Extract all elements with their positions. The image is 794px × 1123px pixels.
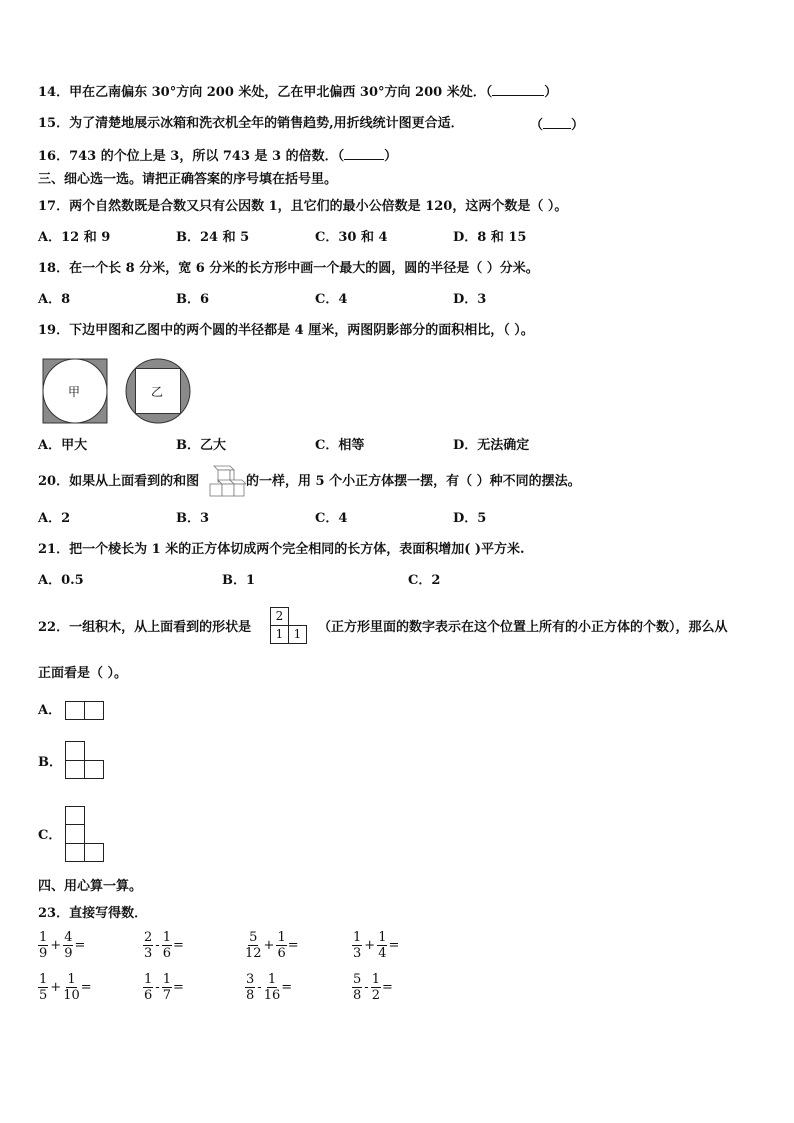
fraction: [143, 930, 153, 961]
numerator: 2: [144, 930, 153, 945]
option-c[interactable]: C．4: [315, 511, 348, 526]
equals-sign[interactable]: =: [172, 980, 184, 995]
fraction: [63, 972, 80, 1003]
denominator: 7: [162, 988, 171, 1003]
fraction-expression: [352, 972, 393, 1003]
fraction: [63, 930, 73, 961]
numerator: 1: [39, 930, 48, 945]
equals-sign[interactable]: =: [388, 938, 400, 953]
option-a[interactable]: A．8: [38, 292, 71, 307]
question-21: 21．把一个棱长为 1 米的正方体切成两个完全相同的长方体，表面积增加( )平方米.: [38, 542, 525, 557]
operator: -: [155, 980, 160, 995]
front-view-cell: [84, 701, 104, 720]
operator: -: [257, 980, 262, 995]
question-22-text-c: 正面看是（ ）。: [38, 666, 128, 681]
numerator: 5: [249, 930, 258, 945]
front-view-cell: [65, 824, 85, 844]
option-a[interactable]: A．甲大: [38, 438, 88, 453]
denominator: 16: [263, 988, 281, 1003]
option-c[interactable]: C．30 和 4: [315, 230, 388, 245]
numerator: 1: [353, 930, 362, 945]
option-b[interactable]: B．3: [176, 511, 210, 526]
top-view-cell: 2: [270, 607, 289, 626]
denominator: 3: [353, 946, 362, 961]
equals-sign[interactable]: =: [80, 980, 92, 995]
top-view-cell: 1: [270, 625, 289, 644]
fraction: [352, 972, 362, 1003]
fraction: [38, 930, 48, 961]
numerator: 3: [246, 972, 255, 987]
fraction: [245, 972, 255, 1003]
question-16-text: 16．743 的个位上是 3，所以 743 是 3 的倍数．（: [38, 149, 345, 164]
section-4-heading: 四、用心算一算。: [38, 879, 143, 894]
numerator: 1: [277, 930, 286, 945]
denominator: 4: [378, 946, 387, 961]
fraction: [245, 930, 262, 961]
fraction: [276, 930, 286, 961]
q19-figures: [42, 358, 194, 424]
denominator: 8: [246, 988, 255, 1003]
front-view-cell: [65, 843, 85, 862]
fraction-expression: [143, 930, 184, 961]
option-b[interactable]: B．6: [176, 292, 210, 307]
fraction: [264, 972, 281, 1003]
question-15: [38, 116, 464, 132]
option-a[interactable]: A．2: [38, 511, 71, 526]
fraction: [162, 972, 172, 1003]
numerator: 1: [144, 972, 153, 987]
denominator: 6: [277, 946, 286, 961]
front-view-cell: [65, 701, 85, 720]
numerator: 1: [378, 930, 387, 945]
figure-yi-label: 乙: [151, 385, 164, 399]
fraction-expression: [143, 972, 184, 1003]
figure-jia-label: 甲: [68, 385, 81, 399]
answer-blank[interactable]: [344, 147, 384, 160]
numerator: 1: [162, 972, 171, 987]
fraction-expression: [38, 972, 92, 1003]
fraction: [377, 930, 387, 961]
equals-sign[interactable]: =: [74, 938, 86, 953]
denominator: 3: [144, 946, 153, 961]
denominator: 12: [245, 946, 262, 961]
option-c[interactable]: C．: [38, 828, 62, 843]
fraction: [371, 972, 381, 1003]
answer-blank[interactable]: [543, 116, 571, 129]
front-view-cell: [65, 806, 85, 825]
equals-sign[interactable]: =: [281, 980, 293, 995]
numerator: 1: [371, 972, 380, 987]
front-view-cell: [65, 760, 85, 779]
option-b[interactable]: B．1: [222, 573, 256, 588]
option-c[interactable]: C．4: [315, 292, 348, 307]
operator: -: [364, 980, 369, 995]
option-b[interactable]: B．: [38, 755, 62, 770]
front-view-cell: [84, 843, 104, 862]
option-a[interactable]: A．: [38, 703, 62, 718]
question-20-text-a: 20．如果从上面看到的和图: [38, 474, 200, 489]
question-17: 17．两个自然数既是合数又只有公因数 1，且它们的最小公倍数是 120，这两个数是（ ）。: [38, 199, 568, 214]
denominator: 5: [39, 988, 48, 1003]
equals-sign[interactable]: =: [287, 938, 299, 953]
numerator: 4: [64, 930, 73, 945]
section-3-heading: 三、细心选一选。请把正确答案的序号填在括号里。: [38, 172, 338, 187]
fraction-expression: [245, 930, 299, 961]
operator: +: [263, 938, 275, 953]
equals-sign[interactable]: =: [381, 980, 393, 995]
question-15-answer: （ ）: [530, 118, 585, 133]
option-d[interactable]: D．5: [453, 511, 487, 526]
equals-sign[interactable]: =: [172, 938, 184, 953]
fraction-expression: [38, 930, 85, 961]
front-view-cell: [84, 760, 104, 779]
numerator: 1: [67, 972, 76, 987]
option-a[interactable]: A．12 和 9: [38, 230, 111, 245]
numerator: 1: [267, 972, 277, 987]
fraction-expression: [245, 972, 292, 1003]
question-16: 16．743 的个位上是 3，所以 743 是 3 的倍数．（ ）: [38, 149, 398, 164]
option-b[interactable]: B．乙大: [176, 438, 226, 453]
fraction: [143, 972, 153, 1003]
denominator: 2: [371, 988, 380, 1003]
denominator: 6: [144, 988, 153, 1003]
answer-blank[interactable]: [492, 83, 544, 96]
question-23: 23．直接写得数．: [38, 906, 148, 921]
fraction: [162, 930, 172, 961]
fraction: [38, 972, 48, 1003]
option-d[interactable]: D．无法确定: [453, 438, 530, 453]
denominator: 9: [64, 946, 73, 961]
operator: -: [155, 938, 160, 953]
denominator: 9: [39, 946, 48, 961]
option-d[interactable]: D．8 和 15: [453, 230, 527, 245]
operator: +: [364, 938, 376, 953]
question-22-text-b: （正方形里面的数字表示在这个位置上所有的小正方体的个数），那么从: [318, 620, 728, 635]
question-14: 14．甲在乙南偏东 30°方向 200 米处，乙在甲北偏西 30°方向 200 米处．（ ）: [38, 85, 558, 100]
question-19: 19．下边甲图和乙图中的两个圆的半径都是 4 厘米，两图阴影部分的面积相比，（ ）。: [38, 323, 534, 338]
numerator: 5: [353, 972, 362, 987]
fraction-expression: [352, 930, 399, 961]
denominator: 6: [162, 946, 171, 961]
top-view-cubes-figure: [206, 464, 246, 498]
denominator: 8: [353, 988, 362, 1003]
question-22-text-a: 22．一组积木，从上面看到的形状是: [38, 620, 252, 635]
top-view-cell: 1: [288, 625, 307, 644]
operator: +: [50, 980, 62, 995]
fraction: [352, 930, 362, 961]
option-c[interactable]: C．相等: [315, 438, 365, 453]
option-c[interactable]: C．2: [408, 573, 441, 588]
question-14-text: 14．甲在乙南偏东 30°方向 200 米处，乙在甲北偏西 30°方向 200 米处．（: [38, 85, 493, 100]
question-20-text-b: 的一样，用 5 个小正方体摆一摆，有（ ）种不同的摆法。: [246, 474, 581, 489]
numerator: 1: [39, 972, 48, 987]
option-d[interactable]: D．3: [453, 292, 487, 307]
question-15-text: 15．为了清楚地展示冰箱和洗衣机全年的销售趋势,用折线统计图更合适．: [38, 116, 464, 131]
operator: +: [50, 938, 62, 953]
front-view-cell: [65, 741, 85, 761]
denominator: 10: [63, 988, 80, 1003]
numerator: 1: [162, 930, 171, 945]
option-a[interactable]: A．0.5: [38, 573, 84, 588]
option-b[interactable]: B．24 和 5: [176, 230, 250, 245]
question-18: 18．在一个长 8 分米，宽 6 分米的长方形中画一个最大的圆，圆的半径是（ ）分米。: [38, 261, 539, 276]
